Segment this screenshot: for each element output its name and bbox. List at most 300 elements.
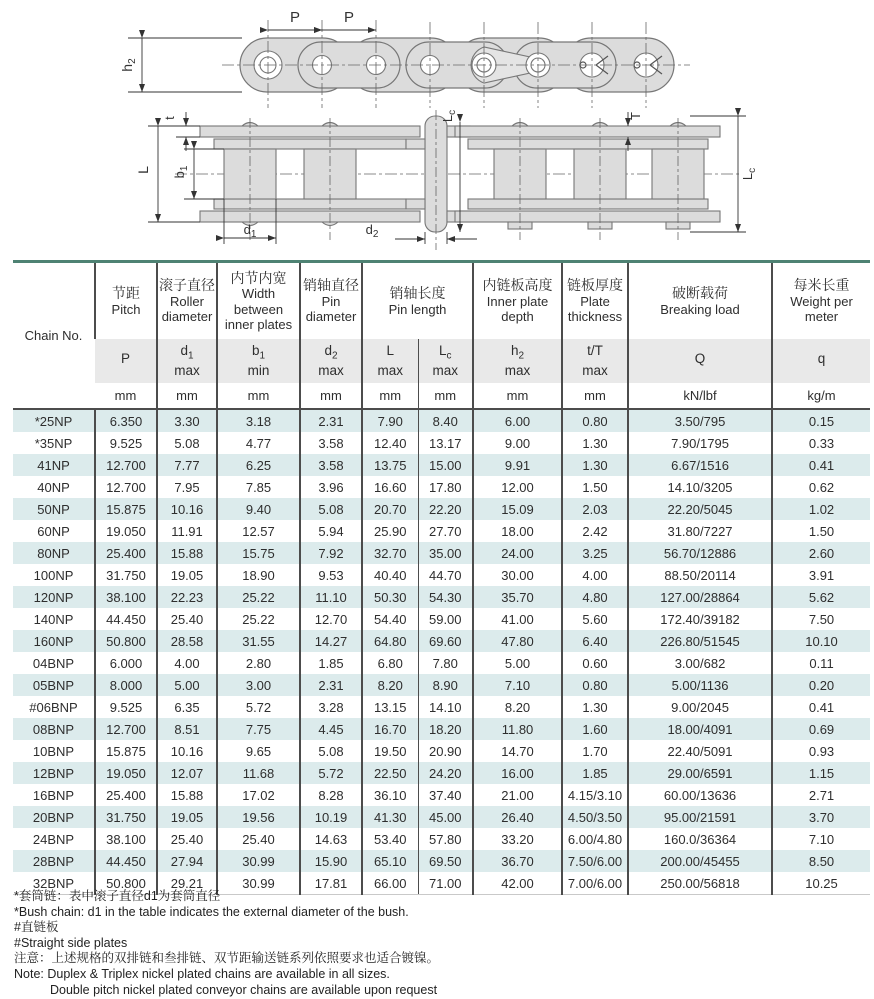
value-cell: 13.17: [418, 432, 473, 454]
value-cell: 13.15: [362, 696, 418, 718]
value-cell: 31.750: [95, 806, 157, 828]
value-cell: 64.80: [362, 630, 418, 652]
table-row: [13, 432, 870, 454]
table-row: [13, 409, 870, 432]
footnote-line: Double pitch nickel plated conveyor chains are available upon request: [50, 982, 438, 997]
chain-no-cell: 80NP: [37, 545, 70, 561]
value-cell: 7.50: [772, 608, 870, 630]
value-cell: 5.72: [217, 696, 300, 718]
chain-no-cell: 41NP: [37, 457, 70, 473]
value-cell: 6.00: [473, 409, 562, 432]
value-cell: 25.22: [217, 608, 300, 630]
dim-label-d1: $d_1$: [243, 222, 257, 240]
value-cell: 15.09: [473, 498, 562, 520]
value-cell: 36.70: [473, 850, 562, 872]
value-cell: 26.40: [473, 806, 562, 828]
value-cell: 1.70: [562, 740, 628, 762]
value-cell: 15.00: [418, 454, 473, 476]
value-cell: 5.08: [300, 498, 362, 520]
value-cell: 0.80: [562, 409, 628, 432]
footnote-line: *套筒链：表中滚子直径d1为套筒直径: [14, 889, 221, 903]
value-cell: 8.50: [772, 850, 870, 872]
value-cell: 65.10: [362, 850, 418, 872]
value-cell: 6.35: [157, 696, 217, 718]
chain-no-cell: 24BNP: [32, 831, 75, 847]
value-cell: 66.00: [362, 872, 418, 895]
table-row: [13, 454, 870, 476]
header-symbol-row: [13, 339, 870, 383]
value-cell: 7.10: [772, 828, 870, 850]
table-row: [13, 828, 870, 850]
table-row: [13, 652, 870, 674]
value-cell: 31.55: [217, 630, 300, 652]
value-cell: 7.80: [418, 652, 473, 674]
value-cell: 10.25: [772, 872, 870, 895]
value-cell: 50.800: [95, 872, 157, 895]
chain-no-cell: 04BNP: [32, 655, 75, 671]
value-cell: 4.15/3.10: [562, 784, 628, 806]
value-cell: 7.95: [157, 476, 217, 498]
table-row: [13, 586, 870, 608]
value-cell: 8.51: [157, 718, 217, 740]
value-cell: 8.90: [418, 674, 473, 696]
value-cell: 31.80/7227: [628, 520, 772, 542]
value-cell: 6.350: [95, 409, 157, 432]
value-cell: 60.00/13636: [628, 784, 772, 806]
value-cell: 7.92: [300, 542, 362, 564]
value-cell: 30.99: [217, 850, 300, 872]
value-cell: 14.27: [300, 630, 362, 652]
value-cell: 6.00/4.80: [562, 828, 628, 850]
value-cell: 9.53: [300, 564, 362, 586]
chain-no-header: Chain No.: [13, 262, 95, 410]
value-cell: 12.700: [95, 718, 157, 740]
value-cell: 0.62: [772, 476, 870, 498]
value-cell: 15.90: [300, 850, 362, 872]
value-cell: 25.400: [95, 542, 157, 564]
value-cell: 0.11: [772, 652, 870, 674]
table-row: [13, 542, 870, 564]
value-cell: 5.62: [772, 586, 870, 608]
value-cell: 2.60: [772, 542, 870, 564]
value-cell: 19.050: [95, 520, 157, 542]
dim-label-b1: $b_1$: [172, 165, 190, 179]
value-cell: 7.90: [362, 409, 418, 432]
value-cell: 7.10: [473, 674, 562, 696]
table-row: [13, 762, 870, 784]
value-cell: 40.40: [362, 564, 418, 586]
symbol-P: P: [95, 339, 157, 383]
value-cell: 19.56: [217, 806, 300, 828]
value-cell: 16.00: [473, 762, 562, 784]
unit-cell: mm: [95, 383, 157, 409]
value-cell: 8.28: [300, 784, 362, 806]
value-cell: 5.00/1136: [628, 674, 772, 696]
chain-no-cell: 50NP: [37, 501, 70, 517]
chain-section-view-drawing: [0, 108, 874, 254]
unit-cell: mm: [157, 383, 217, 409]
value-cell: 20.70: [362, 498, 418, 520]
value-cell: 7.90/1795: [628, 432, 772, 454]
value-cell: 0.15: [772, 409, 870, 432]
col-header-breaking-load: 破断载荷 Breaking load: [628, 262, 772, 340]
unit-cell: mm: [473, 383, 562, 409]
value-cell: 14.70: [473, 740, 562, 762]
value-cell: 50.30: [362, 586, 418, 608]
col-header-weight: 每米长重 Weight per meter: [772, 262, 870, 340]
value-cell: 12.40: [362, 432, 418, 454]
value-cell: 25.40: [217, 828, 300, 850]
footnote-line: *Bush chain: d1 in the table indicates the external diameter of the bush.: [14, 904, 409, 919]
chain-no-cell: #06BNP: [29, 699, 78, 715]
value-cell: 3.18: [217, 409, 300, 432]
unit-cell: kg/m: [772, 383, 870, 409]
value-cell: 11.91: [157, 520, 217, 542]
table-row: [13, 850, 870, 872]
value-cell: 42.00: [473, 872, 562, 895]
unit-cell: mm: [300, 383, 362, 409]
footnote-line: Note: Duplex & Triplex nickel plated chains are available in all sizes.: [14, 966, 390, 981]
chain-no-cell: 16BNP: [32, 787, 75, 803]
chain-no-cell: 12BNP: [32, 765, 75, 781]
value-cell: 6.000: [95, 652, 157, 674]
value-cell: 3.28: [300, 696, 362, 718]
dim-label-h2: $h_2$: [119, 58, 138, 72]
unit-cell: mm: [418, 383, 473, 409]
value-cell: 9.40: [217, 498, 300, 520]
value-cell: 22.40/5091: [628, 740, 772, 762]
value-cell: 27.70: [418, 520, 473, 542]
value-cell: 2.03: [562, 498, 628, 520]
value-cell: 35.70: [473, 586, 562, 608]
value-cell: 12.00: [473, 476, 562, 498]
value-cell: 1.15: [772, 762, 870, 784]
symbol-d1: $d_1$ max: [157, 339, 217, 383]
value-cell: 54.30: [418, 586, 473, 608]
symbol-L: L max: [362, 339, 418, 383]
value-cell: 200.00/45455: [628, 850, 772, 872]
value-cell: 25.40: [157, 828, 217, 850]
value-cell: 0.33: [772, 432, 870, 454]
value-cell: 3.30: [157, 409, 217, 432]
chain-no-cell: 32BNP: [13, 872, 95, 895]
col-header-roller-diameter: 滚子直径 Roller diameter: [157, 262, 217, 340]
value-cell: 88.50/20114: [628, 564, 772, 586]
symbol-d2: $d_2$ max: [300, 339, 362, 383]
value-cell: 7.50/6.00: [562, 850, 628, 872]
value-cell: 17.81: [300, 872, 362, 895]
symbol-Lc: $L_c$ max: [418, 339, 473, 383]
value-cell: 0.69: [772, 718, 870, 740]
table-row: [13, 608, 870, 630]
header-name-row: [13, 262, 870, 340]
value-cell: 44.450: [95, 608, 157, 630]
value-cell: 32.70: [362, 542, 418, 564]
table-row: [13, 520, 870, 542]
value-cell: 4.45: [300, 718, 362, 740]
value-cell: 127.00/28864: [628, 586, 772, 608]
value-cell: 19.05: [157, 806, 217, 828]
value-cell: 54.40: [362, 608, 418, 630]
value-cell: 11.10: [300, 586, 362, 608]
value-cell: 18.00/4091: [628, 718, 772, 740]
value-cell: 38.100: [95, 828, 157, 850]
value-cell: 22.50: [362, 762, 418, 784]
chain-no-cell: 120NP: [33, 589, 74, 605]
value-cell: 1.85: [300, 652, 362, 674]
value-cell: 6.25: [217, 454, 300, 476]
value-cell: 25.40: [157, 608, 217, 630]
table-row: [13, 498, 870, 520]
value-cell: 24.00: [473, 542, 562, 564]
value-cell: 12.70: [300, 608, 362, 630]
value-cell: 17.02: [217, 784, 300, 806]
dim-label-p2: P: [343, 9, 355, 26]
value-cell: 56.70/12886: [628, 542, 772, 564]
value-cell: 10.16: [157, 740, 217, 762]
value-cell: 25.400: [95, 784, 157, 806]
chain-no-cell: 05BNP: [32, 677, 75, 693]
value-cell: 6.80: [362, 652, 418, 674]
dim-label-T: T: [628, 112, 643, 120]
chain-no-cell: 60NP: [37, 523, 70, 539]
symbol-b1: $b_1$ min: [217, 339, 300, 383]
value-cell: 6.40: [562, 630, 628, 652]
value-cell: 0.41: [772, 696, 870, 718]
value-cell: 11.80: [473, 718, 562, 740]
table-row: [13, 806, 870, 828]
value-cell: 7.77: [157, 454, 217, 476]
value-cell: 14.10: [418, 696, 473, 718]
col-header-plate-thickness: 链板厚度 Plate thickness: [562, 262, 628, 340]
value-cell: 24.20: [418, 762, 473, 784]
value-cell: 3.50/795: [628, 409, 772, 432]
value-cell: 28.58: [157, 630, 217, 652]
chain-spec-table: [13, 260, 870, 895]
col-header-inner-width: 内节内宽 Width between inner plates: [217, 262, 300, 340]
header-unit-row: [13, 383, 870, 409]
value-cell: 3.58: [300, 454, 362, 476]
value-cell: 9.525: [95, 432, 157, 454]
value-cell: 44.450: [95, 850, 157, 872]
value-cell: 69.60: [418, 630, 473, 652]
table-row: [13, 696, 870, 718]
unit-cell: kN/lbf: [628, 383, 772, 409]
value-cell: 18.00: [473, 520, 562, 542]
value-cell: 1.02: [772, 498, 870, 520]
value-cell: 9.525: [95, 696, 157, 718]
value-cell: 16.70: [362, 718, 418, 740]
chain-no-cell: 100NP: [33, 567, 74, 583]
value-cell: 3.00/682: [628, 652, 772, 674]
value-cell: 12.57: [217, 520, 300, 542]
value-cell: 15.75: [217, 542, 300, 564]
value-cell: 31.750: [95, 564, 157, 586]
value-cell: 53.40: [362, 828, 418, 850]
value-cell: 17.80: [418, 476, 473, 498]
value-cell: 4.80: [562, 586, 628, 608]
value-cell: 14.10/3205: [628, 476, 772, 498]
value-cell: 50.800: [95, 630, 157, 652]
symbol-q: q: [772, 339, 870, 383]
symbol-Q: Q: [628, 339, 772, 383]
value-cell: 0.93: [772, 740, 870, 762]
dim-label-p1: P: [289, 9, 301, 26]
dim-label-t: t: [162, 116, 177, 120]
value-cell: 35.00: [418, 542, 473, 564]
value-cell: 1.85: [562, 762, 628, 784]
value-cell: 226.80/51545: [628, 630, 772, 652]
value-cell: 160.0/36364: [628, 828, 772, 850]
value-cell: 15.88: [157, 784, 217, 806]
spec-table-body: [13, 409, 870, 895]
value-cell: 37.40: [418, 784, 473, 806]
dim-label-d2: $d_2$: [365, 222, 379, 240]
value-cell: 2.71: [772, 784, 870, 806]
value-cell: 1.30: [562, 696, 628, 718]
value-cell: 5.94: [300, 520, 362, 542]
value-cell: 36.10: [362, 784, 418, 806]
footnote-line: #Straight side plates: [14, 935, 128, 950]
value-cell: 15.88: [157, 542, 217, 564]
value-cell: 7.00/6.00: [562, 872, 628, 895]
chain-no-cell: 08BNP: [32, 721, 75, 737]
value-cell: 95.00/21591: [628, 806, 772, 828]
value-cell: 4.00: [562, 564, 628, 586]
chain-side-view-drawing: [0, 2, 874, 114]
footnotes: [14, 889, 864, 998]
value-cell: 16.60: [362, 476, 418, 498]
value-cell: 9.91: [473, 454, 562, 476]
col-header-pin-length: 销轴长度 Pin length: [362, 262, 473, 340]
value-cell: 2.42: [562, 520, 628, 542]
value-cell: 5.08: [157, 432, 217, 454]
value-cell: 8.20: [362, 674, 418, 696]
value-cell: 1.50: [562, 476, 628, 498]
chain-no-cell: *25NP: [34, 413, 73, 429]
value-cell: 7.85: [217, 476, 300, 498]
value-cell: 0.60: [562, 652, 628, 674]
chain-no-cell: 40NP: [37, 479, 70, 495]
value-cell: 0.41: [772, 454, 870, 476]
value-cell: 4.50/3.50: [562, 806, 628, 828]
value-cell: 33.20: [473, 828, 562, 850]
value-cell: 18.20: [418, 718, 473, 740]
value-cell: 12.700: [95, 476, 157, 498]
unit-cell: mm: [362, 383, 418, 409]
dim-label-L: L: [135, 166, 151, 174]
value-cell: 9.00/2045: [628, 696, 772, 718]
value-cell: 1.30: [562, 454, 628, 476]
value-cell: 59.00: [418, 608, 473, 630]
value-cell: 47.80: [473, 630, 562, 652]
col-header-pin-diameter: 销轴直径 Pin diameter: [300, 262, 362, 340]
value-cell: 30.99: [217, 872, 300, 895]
value-cell: 25.90: [362, 520, 418, 542]
chain-no-cell: 140NP: [33, 611, 74, 627]
value-cell: 10.10: [772, 630, 870, 652]
value-cell: 30.00: [473, 564, 562, 586]
value-cell: 9.00: [473, 432, 562, 454]
value-cell: 2.31: [300, 674, 362, 696]
value-cell: 0.20: [772, 674, 870, 696]
value-cell: 44.70: [418, 564, 473, 586]
value-cell: 3.00: [217, 674, 300, 696]
value-cell: 3.58: [300, 432, 362, 454]
value-cell: 27.94: [157, 850, 217, 872]
value-cell: 15.875: [95, 740, 157, 762]
value-cell: 18.90: [217, 564, 300, 586]
table-row: [13, 784, 870, 806]
value-cell: 12.07: [157, 762, 217, 784]
symbol-tT: t/T max: [562, 339, 628, 383]
chain-no-cell: 10BNP: [32, 743, 75, 759]
value-cell: 9.65: [217, 740, 300, 762]
table-row: [13, 476, 870, 498]
value-cell: 2.31: [300, 409, 362, 432]
value-cell: 1.30: [562, 432, 628, 454]
value-cell: 250.00/56818: [628, 872, 772, 895]
value-cell: 8.000: [95, 674, 157, 696]
table-row: [13, 674, 870, 696]
value-cell: 5.08: [300, 740, 362, 762]
value-cell: 69.50: [418, 850, 473, 872]
value-cell: 8.20: [473, 696, 562, 718]
value-cell: 12.700: [95, 454, 157, 476]
value-cell: 5.00: [473, 652, 562, 674]
value-cell: 6.67/1516: [628, 454, 772, 476]
chain-no-cell: 28BNP: [32, 853, 75, 869]
col-header-pitch: 节距 Pitch: [95, 262, 157, 340]
table-row: [13, 630, 870, 652]
value-cell: 3.91: [772, 564, 870, 586]
value-cell: 19.50: [362, 740, 418, 762]
table-row: [13, 564, 870, 586]
value-cell: 19.050: [95, 762, 157, 784]
value-cell: 15.875: [95, 498, 157, 520]
table-row: [13, 740, 870, 762]
value-cell: 4.77: [217, 432, 300, 454]
dim-label-lc-top: $L_c$: [440, 109, 458, 123]
value-cell: 29.00/6591: [628, 762, 772, 784]
value-cell: 2.80: [217, 652, 300, 674]
value-cell: 41.00: [473, 608, 562, 630]
value-cell: 8.40: [418, 409, 473, 432]
value-cell: 3.25: [562, 542, 628, 564]
value-cell: 1.50: [772, 520, 870, 542]
unit-cell: mm: [562, 383, 628, 409]
unit-cell: mm: [217, 383, 300, 409]
value-cell: 25.22: [217, 586, 300, 608]
value-cell: 22.23: [157, 586, 217, 608]
value-cell: 0.80: [562, 674, 628, 696]
value-cell: 22.20/5045: [628, 498, 772, 520]
chain-no-cell: 160NP: [33, 633, 74, 649]
value-cell: 11.68: [217, 762, 300, 784]
value-cell: 71.00: [418, 872, 473, 895]
spec-table-container: [13, 260, 870, 895]
dim-label-lc-right: $L_c$: [740, 167, 758, 181]
value-cell: 4.00: [157, 652, 217, 674]
value-cell: 10.16: [157, 498, 217, 520]
value-cell: 14.63: [300, 828, 362, 850]
value-cell: 29.21: [157, 872, 217, 895]
value-cell: 13.75: [362, 454, 418, 476]
value-cell: 45.00: [418, 806, 473, 828]
table-row: [13, 718, 870, 740]
value-cell: 172.40/39182: [628, 608, 772, 630]
value-cell: 21.00: [473, 784, 562, 806]
